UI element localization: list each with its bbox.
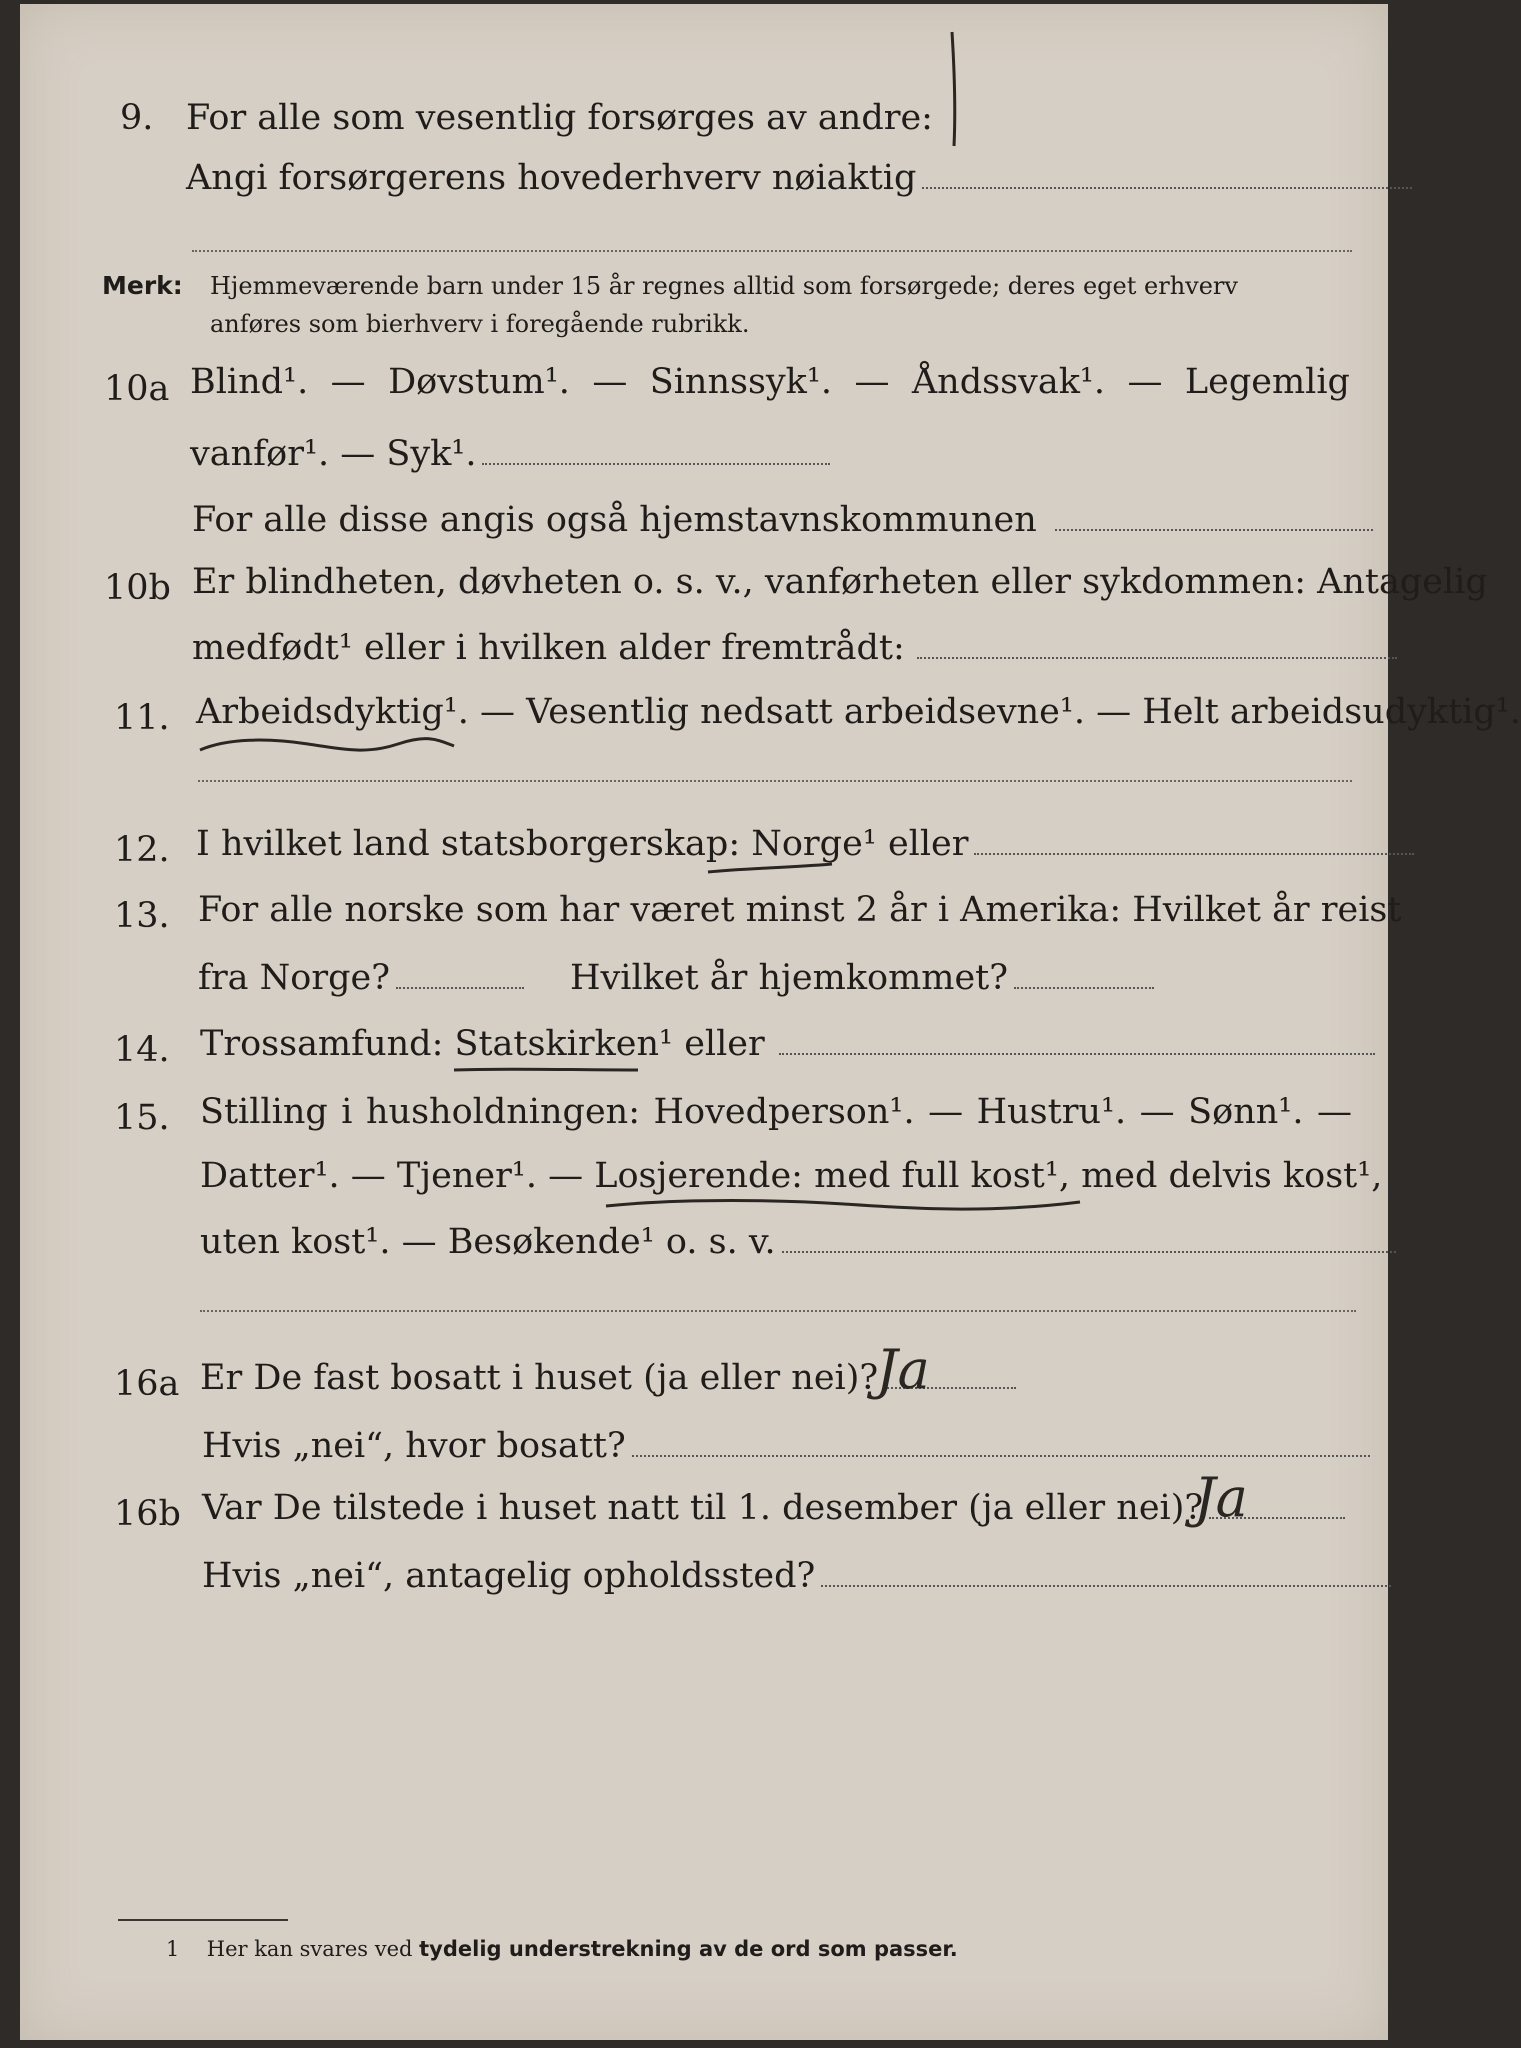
q16a-handwritten-answer: Ja xyxy=(876,1338,930,1401)
q14-number: 14. xyxy=(114,1030,170,1070)
q16a-number: 16a xyxy=(114,1364,180,1404)
q11-option-arbeidsdyktig[interactable]: Arbeidsdyktig¹. xyxy=(196,692,469,732)
q11-other-options[interactable]: — Vesentlig nedsatt arbeidsevne¹. — Helt arbeidsudyktig¹. xyxy=(468,692,1521,732)
merk-line2: anføres som bierhverv i foregående rubrikk. xyxy=(210,310,750,338)
q10a-option-dovstum[interactable]: Døvstum¹. xyxy=(388,362,570,402)
q9-number: 9. xyxy=(120,98,154,138)
q10a-line2-text: vanfør¹. — Syk¹. xyxy=(190,434,477,474)
q15-options-a[interactable]: Datter¹. — Tjener¹. — xyxy=(200,1156,595,1196)
q14-option-statskirken[interactable]: Statskirken¹ xyxy=(454,1024,674,1064)
q10a-line1 xyxy=(190,360,1350,404)
q10a-dash: — xyxy=(592,362,628,402)
q10b-line1: Er blindheten, døvheten o. s. v., vanførheten eller sykdommen: Antagelig xyxy=(192,562,1488,602)
q14-underline-mark xyxy=(452,1062,642,1078)
q16b-line1 xyxy=(202,1486,1345,1530)
q14-text: Trossamfund: xyxy=(200,1024,455,1064)
q10a-kommune-answer-field[interactable] xyxy=(1055,529,1373,531)
q15-line2 xyxy=(200,1154,1382,1198)
q13-line2 xyxy=(198,956,1154,1000)
q13-line1: For alle norske som har været minst 2 år i Amerika: Hvilket år reist xyxy=(198,890,1402,930)
q13-hjemkommet-answer-field[interactable] xyxy=(1014,987,1154,989)
q15-option-losjerende-full-kost[interactable]: Losjerende: med full kost¹ xyxy=(594,1156,1059,1196)
q15-line1: Stilling i husholdningen: Hovedperson¹. — Hustru¹. — Sønn¹. — xyxy=(200,1092,1352,1132)
q14-line xyxy=(200,1022,1375,1066)
q10a-option-legemlig[interactable]: Legemlig xyxy=(1184,362,1350,402)
q11-line1 xyxy=(196,690,1521,734)
q11-extra-answer-line[interactable] xyxy=(198,780,1352,782)
q10b-line2-text: medfødt¹ eller i hvilken alder fremtrådt: xyxy=(192,628,905,668)
q13-number: 13. xyxy=(114,896,170,936)
q10a-number: 10a xyxy=(104,369,170,409)
q12-number: 12. xyxy=(114,830,170,870)
q9-answer-field[interactable] xyxy=(922,187,1412,189)
q10a-option-blind[interactable]: Blind¹. xyxy=(190,362,309,402)
q12-answer-field[interactable] xyxy=(974,853,1414,855)
q10b-number: 10b xyxy=(104,568,171,608)
q9-extra-answer-line[interactable] xyxy=(192,250,1352,252)
q13-reist-answer-field[interactable] xyxy=(396,987,524,989)
q10b-line2 xyxy=(192,626,1397,670)
q16b-line2-text: Hvis „nei“, antagelig opholdssted? xyxy=(202,1556,816,1596)
footnote-text-bold: tydelig understrekning av de ord som passer. xyxy=(419,1937,958,1961)
q10a-line2 xyxy=(190,432,830,476)
q15-underline-mark xyxy=(604,1194,1084,1220)
footnote-mark: 1 xyxy=(166,1937,180,1961)
q16b-opholdssted-answer-field[interactable] xyxy=(821,1585,1391,1587)
merk-line1-text: Hjemmeværende barn under 15 år regnes alltid som forsørgede; deres eget erhverv xyxy=(210,272,1238,300)
merk-note xyxy=(102,266,183,306)
q11-number: 11. xyxy=(114,698,170,738)
q10a-line3-text: For alle disse angis også hjemstavnskommunen xyxy=(192,500,1037,540)
q10a-dash: — xyxy=(330,362,366,402)
q15-number: 15. xyxy=(114,1098,170,1138)
form-page xyxy=(20,4,1521,2040)
q9-line2-text: Angi forsørgerens hovederhverv nøiaktig xyxy=(186,158,917,198)
q10a-dash: — xyxy=(1127,362,1163,402)
q10b-answer-field[interactable] xyxy=(917,657,1397,659)
footnote xyxy=(166,1934,958,1964)
merk-label: Merk: xyxy=(102,271,183,300)
q16b-handwritten-answer: Ja xyxy=(1194,1466,1248,1529)
q15-line3 xyxy=(200,1220,1396,1264)
q10a-line3 xyxy=(192,498,1373,542)
footnote-rule xyxy=(118,1919,288,1921)
q15-line3-text[interactable]: uten kost¹. — Besøkende¹ o. s. v. xyxy=(200,1222,776,1262)
q11-underline-mark xyxy=(198,732,458,762)
q10a-syk-answer-field[interactable] xyxy=(482,463,830,465)
q16b-line2 xyxy=(202,1554,1391,1598)
q13-line2-text-a: fra Norge? xyxy=(198,958,390,998)
q16b-line1-text: Var De tilstede i huset natt til 1. desember (ja eller nei)? xyxy=(202,1488,1204,1528)
q16a-bosatt-answer-field[interactable] xyxy=(632,1455,1370,1457)
q15-extra-answer-line[interactable] xyxy=(200,1310,1356,1312)
q15-options-c[interactable]: , med delvis kost¹, xyxy=(1058,1156,1383,1196)
q12-eller: eller xyxy=(876,824,969,864)
pen-stroke-mark xyxy=(940,24,970,154)
q10a-dash: — xyxy=(854,362,890,402)
q12-option-norge[interactable]: Norge¹ xyxy=(751,824,877,864)
q16a-line1-text: Er De fast bosatt i huset (ja eller nei)? xyxy=(200,1358,879,1398)
q10a-option-sinnssyk[interactable]: Sinnssyk¹. xyxy=(649,362,833,402)
q16a-line2-text: Hvis „nei“, hvor bosatt? xyxy=(202,1426,626,1466)
q12-underline-mark xyxy=(706,858,836,878)
q16a-line2 xyxy=(202,1424,1370,1468)
merk-line1 xyxy=(210,266,1350,306)
q15-answer-field[interactable] xyxy=(782,1251,1396,1253)
q12-text: I hvilket land statsborgerskap: xyxy=(196,824,752,864)
q14-answer-field[interactable] xyxy=(779,1053,1375,1055)
q16b-number: 16b xyxy=(114,1494,181,1534)
q10a-option-andssvak[interactable]: Åndssvak¹. xyxy=(911,362,1106,402)
footnote-text-plain: Her kan svares ved xyxy=(206,1937,420,1961)
q9-line1: For alle som vesentlig forsørges av andre: xyxy=(186,98,933,138)
q13-line2-text-b: Hvilket år hjemkommet? xyxy=(570,958,1009,998)
q14-eller: eller xyxy=(673,1024,765,1064)
q9-line2 xyxy=(186,156,1412,200)
